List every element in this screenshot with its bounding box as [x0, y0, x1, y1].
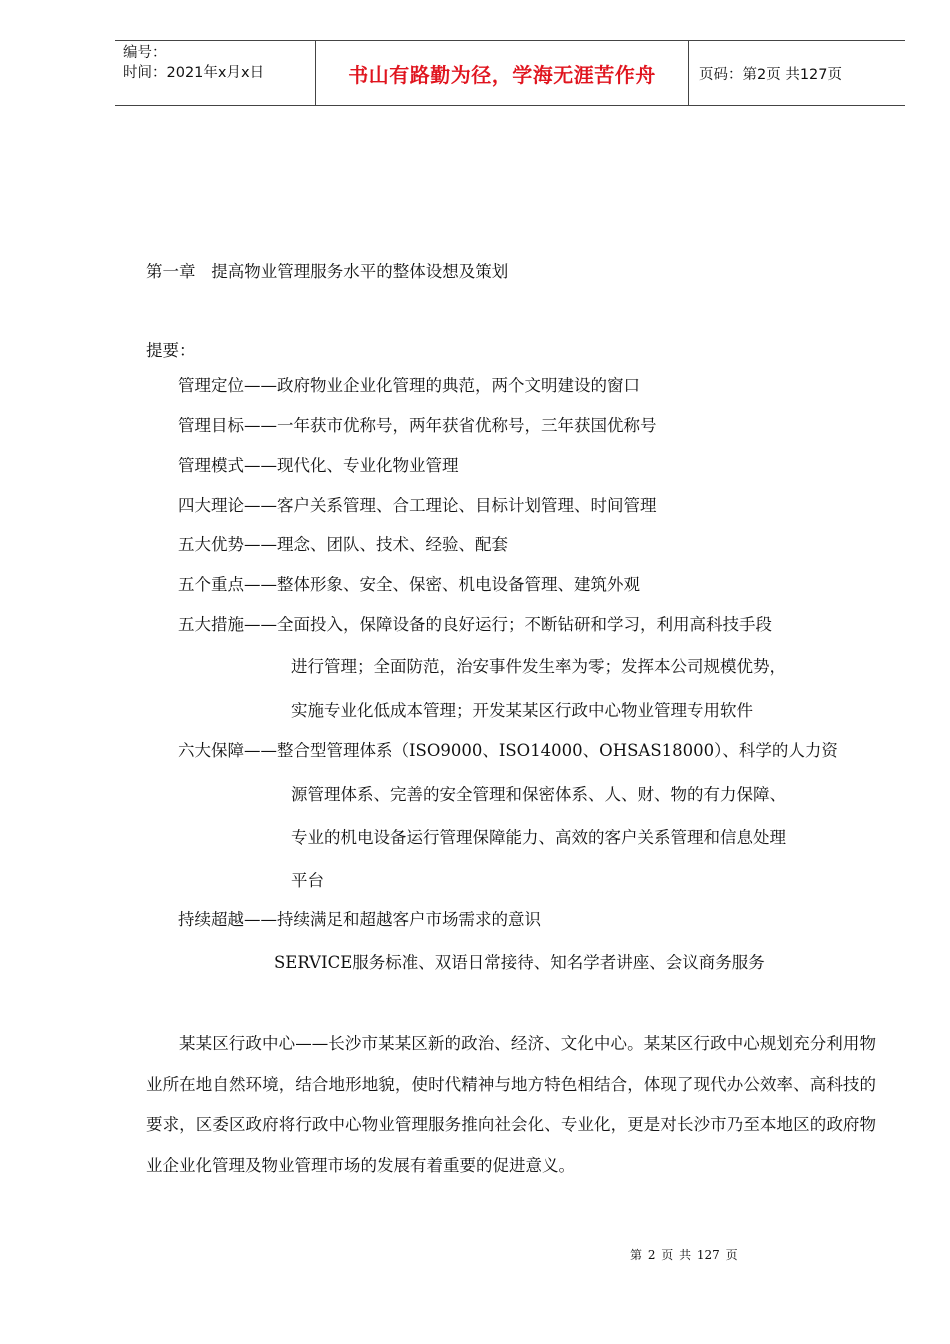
intro-paragraph: 某某区行政中心——长沙市某某区新的政治、经济、文化中心。某某区行政中心规划充分利用物业所在地自然环境，结合地形地貌，使时代精神与地方特色相结合，体现了现代办公效率、高科技的要求，区委区政府将行政中心物业管理服务推向社会化、专业化，更是对长沙市乃至本地区的政府物业企业化管理及物业管理市场的发展有着重要的促进意义。: [146, 1034, 876, 1175]
time-label: 时间：2021年x月x日: [123, 65, 265, 81]
number-label: 编号：: [123, 45, 167, 61]
summary-item-mode: 管理模式——现代化、专业化物业管理: [178, 456, 459, 475]
guarantees-continuation-line: 源管理体系、完善的安全管理和保密体系、人、财、物的有力保障、: [291, 785, 786, 804]
header-motto: 书山有路勤为径，学海无涯苦作舟: [315, 41, 689, 105]
page-footer: 第 2 页 共 127 页: [630, 1248, 738, 1262]
header-meta: [123, 43, 264, 83]
service-line: SERVICE服务标准、双语日常接待、知名学者讲座、会议商务服务: [274, 953, 765, 972]
page-header: [115, 40, 905, 106]
header-page-number: 页码：第2页 共127页: [699, 67, 843, 83]
summary-item-continuous-improvement: 持续超越——持续满足和超越客户市场需求的意识: [178, 910, 541, 929]
summary-label: 提要：: [146, 341, 196, 360]
summary-item-theories: 四大理论——客户关系管理、合工理论、目标计划管理、时间管理: [178, 496, 657, 515]
summary-item-advantages: 五大优势——理念、团队、技术、经验、配套: [178, 535, 508, 554]
summary-item-positioning: 管理定位——政府物业企业化管理的典范，两个文明建设的窗口: [178, 376, 640, 395]
guarantees-continuation-line: 专业的机电设备运行管理保障能力、高效的客户关系管理和信息处理: [291, 828, 786, 847]
guarantees-continuation-line: 平台: [291, 871, 324, 890]
summary-item-goals: 管理目标——一年获市优称号，两年获省优称号，三年获国优称号: [178, 416, 657, 435]
summary-item-key-points: 五个重点——整体形象、安全、保密、机电设备管理、建筑外观: [178, 575, 640, 594]
summary-item-guarantees: 六大保障——整合型管理体系（ISO9000、ISO14000、OHSAS18000）、科学的人力资: [178, 741, 838, 760]
measures-continuation-line: 实施专业化低成本管理；开发某某区行政中心物业管理专用软件: [291, 701, 753, 720]
summary-item-measures: 五大措施——全面投入，保障设备的良好运行；不断钻研和学习，利用高科技手段: [178, 615, 772, 634]
chapter-title: 第一章 提高物业管理服务水平的整体设想及策划: [146, 262, 509, 281]
measures-continuation-line: 进行管理；全面防范，治安事件发生率为零；发挥本公司规模优势，: [291, 657, 786, 676]
